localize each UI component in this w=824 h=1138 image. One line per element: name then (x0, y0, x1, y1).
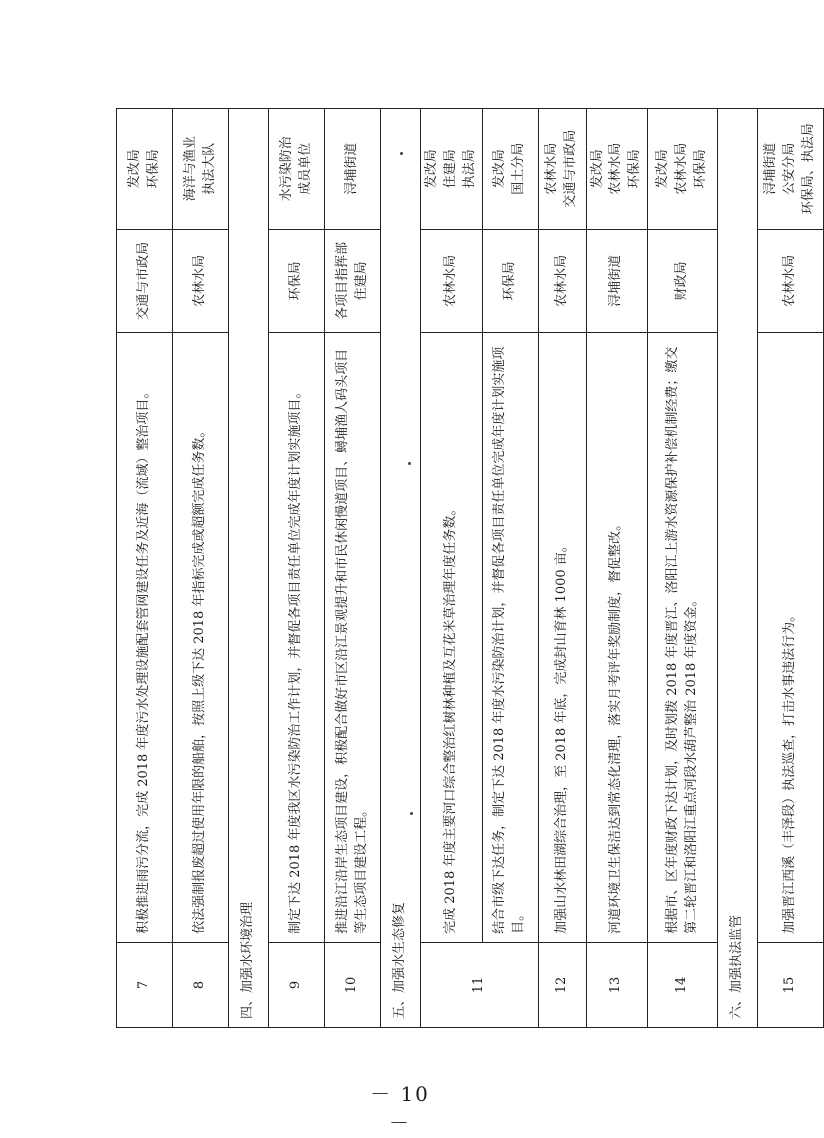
table-row (758, 109, 824, 1028)
lead-unit-line: 环保局 (288, 261, 304, 301)
section-row (381, 109, 421, 1028)
task-description: 完成 2018 年度主要河口综合整治红树林种植及互花米草治理年度任务数。 (421, 333, 483, 943)
rotated-table-sheet (116, 108, 816, 1028)
table-row (482, 109, 538, 1028)
row-number: 7 (117, 942, 173, 1027)
cooperating-unit-line: 海洋与渔业 (182, 136, 198, 202)
lead-unit (269, 229, 325, 333)
cooperating-unit-line: 浔埔街道 (763, 142, 779, 195)
section-title: 五、加强水生态修复 (381, 109, 421, 1028)
cooperating-unit-line: 发改局 (126, 149, 142, 189)
row-number: 8 (173, 942, 229, 1027)
cooperating-unit-line: 发改局 (424, 149, 439, 189)
cooperating-unit-line: 环保局、执法局 (800, 123, 816, 215)
cooperating-unit-line: 公安分局 (782, 142, 798, 195)
lead-unit (482, 229, 538, 333)
lead-unit (648, 229, 718, 333)
table-row (586, 109, 648, 1028)
row-number: 10 (325, 942, 381, 1027)
lead-unit-line: 交通与市政局 (136, 241, 152, 320)
task-description: 河道环境卫生保洁达到常态化清理，落实月考评年奖励制度，督促整改。 (586, 333, 648, 943)
page-number: － 10 － (370, 1082, 430, 1135)
lead-unit-line: 农林水局 (192, 254, 208, 307)
cooperating-units (648, 109, 718, 230)
cooperating-units (482, 109, 538, 230)
scan-speck (400, 152, 403, 155)
table-row (173, 109, 229, 1028)
cooperating-unit-line: 执法局 (461, 149, 477, 189)
row-number: 9 (269, 942, 325, 1027)
cooperating-unit-line: 发改局 (492, 149, 508, 189)
task-description: 制定下达 2018 年度我区水污染防治工作计划，并督促各项目责任单位完成年度计划实施项目。 (269, 333, 325, 943)
row-number: 15 (758, 942, 824, 1027)
cooperating-units (117, 109, 173, 230)
cooperating-unit-line: 环保局 (627, 149, 643, 189)
section-row (229, 109, 269, 1028)
section-title: 六、加强执法监管 (718, 109, 758, 1028)
task-description: 积极推进雨污分流，完成 2018 年度污水处理设施配套管网建设任务及近海（流域）整治项目。 (117, 333, 173, 943)
cooperating-unit-line: 发改局 (655, 149, 671, 189)
cooperating-units (325, 109, 381, 230)
lead-unit-line: 各项目指挥部 (334, 241, 350, 320)
cooperating-unit-line: 农林水局 (544, 142, 560, 195)
cooperating-unit-line: 农林水局 (674, 142, 690, 195)
task-description: 推进沿江沿岸生态项目建设，积极配合做好市区沿江景观提升和市民休闲慢道项目、蟳埔渔人码头项目等生态项目建设工程。 (325, 333, 381, 943)
cooperating-units (421, 109, 483, 230)
lead-unit (538, 229, 586, 333)
cooperating-unit-line: 水污染防治 (278, 136, 294, 202)
cooperating-unit-line: 农林水局 (608, 142, 624, 195)
lead-unit-line: 住建局 (353, 261, 369, 301)
section-row (718, 109, 758, 1028)
task-description: 根据市、区年度财政下达计划，及时划拨 2018 年度晋江、洛阳江上游水资源保护补偿机制经费；缴交第二轮晋江和洛阳江重点河段水葫芦整治 2018 年度资金。 (648, 333, 718, 943)
lead-unit (421, 229, 483, 333)
table-row (648, 109, 718, 1028)
task-description: 依法强制报废超过使用年限的船舶，按照上级下达 2018 年指标完成或超额完成任务数。 (173, 333, 229, 943)
table-row (117, 109, 173, 1028)
cooperating-unit-line: 执法大队 (201, 142, 217, 195)
lead-unit-line: 农林水局 (553, 254, 569, 307)
section-title: 四、加强水环境治理 (229, 109, 269, 1028)
lead-unit-line: 浔埔街道 (608, 254, 624, 307)
lead-unit-line: 农林水局 (442, 254, 458, 307)
cooperating-unit-line: 浔埔街道 (344, 142, 360, 195)
row-number: 14 (648, 942, 718, 1027)
scan-speck (410, 812, 413, 815)
cooperating-unit-line: 环保局 (692, 149, 708, 189)
task-description: 加强晋江西溪（丰泽段）执法巡查，打击水事违法行为。 (758, 333, 824, 943)
lead-unit-line: 环保局 (501, 261, 517, 301)
cooperating-units (586, 109, 648, 230)
table-row (538, 109, 586, 1028)
cooperating-units (538, 109, 586, 230)
lead-unit (758, 229, 824, 333)
cooperating-unit-line: 发改局 (589, 149, 605, 189)
cooperating-unit-line: 成员单位 (297, 142, 313, 195)
cooperating-units (173, 109, 229, 230)
lead-unit (173, 229, 229, 333)
task-table (116, 108, 824, 1028)
lead-unit-line: 财政局 (674, 261, 690, 301)
cooperating-units (758, 109, 824, 230)
scan-speck (408, 462, 411, 465)
table-row (269, 109, 325, 1028)
cooperating-unit-line: 交通与市政局 (563, 129, 579, 208)
row-number: 12 (538, 942, 586, 1027)
cooperating-unit-line: 国土分局 (511, 142, 527, 195)
table-row (421, 109, 483, 1028)
lead-unit (586, 229, 648, 333)
row-number: 11 (421, 942, 539, 1027)
task-table-body (117, 109, 824, 1028)
task-description: 加强山水林田湖综合治理，至 2018 年底，完成封山育林 1000 亩。 (538, 333, 586, 943)
cooperating-unit-line: 住建局 (442, 149, 458, 189)
lead-unit (325, 229, 381, 333)
cooperating-units (269, 109, 325, 230)
table-row (325, 109, 381, 1028)
task-description: 结合市级下达任务，制定下达 2018 年度水污染防治计划，并督促各项目责任单位完成年度计划实施项目。 (482, 333, 538, 943)
row-number: 13 (586, 942, 648, 1027)
lead-unit-line: 农林水局 (782, 254, 798, 307)
cooperating-unit-line: 环保局 (145, 149, 161, 189)
lead-unit (117, 229, 173, 333)
